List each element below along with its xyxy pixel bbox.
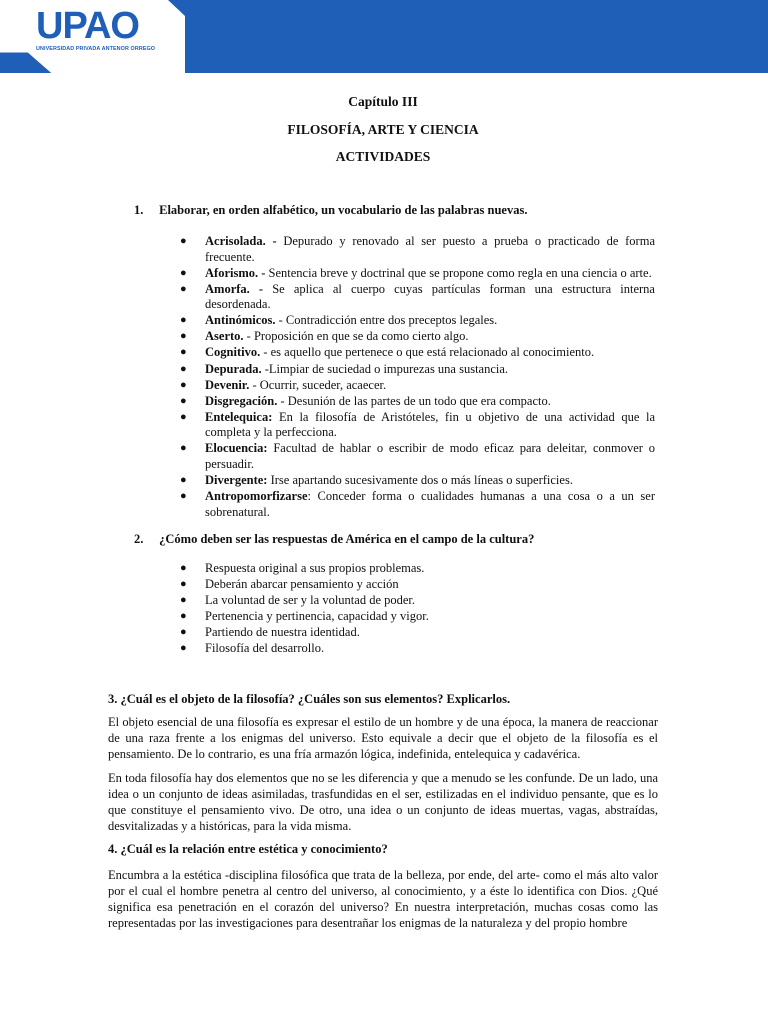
section-title: ACTIVIDADES (335, 149, 431, 164)
question-1-text: Elaborar, en orden alfabético, un vocabulario de las palabras nuevas. (159, 203, 528, 217)
bullet-icon: ● (180, 314, 187, 327)
bullet-icon: ● (180, 282, 187, 295)
bullet-icon: ● (180, 442, 187, 455)
list-item: ● Depurada. -Limpiar de suciedad o impurezas una sustancia. (180, 361, 509, 376)
list-item: ● Aserto. - Proposición en que se da como cierto algo. (180, 329, 469, 344)
list-item: ● Aforismo. - Sentencia breve y doctrinal que se propone como regla en una ciencia o arte. (180, 265, 652, 280)
bullet-icon: ● (180, 378, 187, 391)
list-item: ● Deberán abarcar pensamiento y acción (180, 577, 399, 592)
bullet-icon: ● (180, 266, 187, 279)
bullet-icon: ● (180, 410, 187, 423)
vocabulary-list (180, 234, 655, 521)
list-item: ● Acrisolada. - Depurado y renovado al ser puesto a prueba o practicado de forma frecuente. (180, 234, 655, 264)
question-4-paragraph-1: Encumbra a la estética -disciplina filosófica que trata de la belleza, por ende, del arte- como el más alto valor por el cual el hombre penetra al centro del universo, al conocimiento, y a éste lo identifica con Dios. ¿Qué significa esa penetración en el corazón del universo? En nuestra interpretación, muchas cosas como las representadas por las investigaciones para desentrañar los enigmas de la naturaleza y del propio hombre (108, 868, 658, 930)
question-1-number: 1. (134, 203, 144, 217)
list-item: ● Entelequica: En la filosofía de Aristóteles, fin u objetivo de una actividad que la completa y la perfecciona. (180, 409, 655, 440)
bullet-icon: ● (180, 578, 187, 591)
bullet-icon: ● (180, 394, 187, 407)
list-item: ● Filosofía del desarrollo. (180, 641, 325, 656)
question-2-number: 2. (134, 532, 144, 546)
list-item: ● Antropomorfizarse: Conceder forma o cualidades humanas a una cosa o a un ser sobrenatural. (180, 489, 655, 519)
question-4-heading: 4. ¿Cuál es la relación entre estética y conocimiento? (108, 842, 388, 856)
bullet-icon: ● (180, 346, 187, 359)
bullet-icon: ● (180, 562, 187, 574)
list-item: ● Pertenencia y pertinencia, capacidad y vigor. (180, 609, 429, 624)
list-item: ● Partiendo de nuestra identidad. (180, 625, 360, 640)
subject-title: FILOSOFÍA, ARTE Y CIENCIA (287, 122, 479, 137)
list-item: ● Cognitivo. - es aquello que pertenece o que está relacionado al conocimiento. (180, 345, 595, 360)
list-item: ● La voluntad de ser y la voluntad de poder. (180, 593, 416, 608)
list-item: ● Elocuencia: Facultad de hablar o escribir de modo eficaz para deleitar, conmover o persuadir. (180, 441, 655, 471)
list-item: ● Antinómicos. - Contradicción entre dos preceptos legales. (180, 313, 498, 328)
bullet-icon: ● (180, 362, 187, 375)
question-3-paragraph-1: El objeto esencial de una filosofía es expresar el estilo de un hombre y de una época, la manera de reaccionar de una raza frente a los enigmas del universo. Esto equivale a decir que el objeto de la filosofía es el pensamiento. De lo contrario, es una fría armazón lógica, indefinida, entelequica y cadavérica. (108, 715, 658, 761)
list-item: ● Disgregación. - Desunión de las partes de un todo que era compacto. (180, 393, 551, 408)
chapter-title: Capítulo III (348, 94, 418, 109)
bullet-icon: ● (180, 330, 187, 343)
logo-panel (0, 0, 195, 73)
bullet-icon: ● (180, 235, 187, 247)
question-2-text: ¿Cómo deben ser las respuestas de América en el campo de la cultura? (159, 532, 535, 546)
bullet-icon: ● (180, 642, 187, 655)
bullet-icon: ● (180, 490, 187, 503)
question-2 (134, 531, 534, 547)
header-bar (0, 0, 768, 73)
list-item: ● Amorfa. - Se aplica al cuerpo cuyas partículas forman una estructura interna desordenada. (180, 281, 655, 312)
list-item: ● Divergente: Irse apartando sucesivamente dos o más líneas o superficies. (180, 473, 573, 488)
bullet-icon: ● (180, 610, 187, 623)
answer-list (180, 561, 655, 658)
list-item: ● Devenir. - Ocurrir, suceder, acaecer. (180, 377, 387, 392)
bullet-icon: ● (180, 594, 187, 607)
upao-logo: UPAO (36, 5, 139, 47)
list-item: ● Respuesta original a sus propios problemas. (180, 561, 425, 575)
question-1 (134, 202, 527, 218)
question-3-paragraph-2: En toda filosofía hay dos elementos que no se les diferencia y que a menudo se les confunde. De un lado, una idea o un conjunto de ideas asimiladas, trasfundidas en el ser, estilizadas en el individuo pensante, que es lo que constituye el pensamiento vivo. De otro, una idea o un conjunto de ideas muertas, vagas, abstraídas, desvitalizadas y a históricas, para la vida misma. (108, 771, 658, 833)
question-3-heading: 3. ¿Cuál es el objeto de la filosofía? ¿Cuáles son sus elementos? Explicarlos. (108, 692, 511, 706)
bullet-icon: ● (180, 626, 187, 639)
upao-logo-subtitle: UNIVERSIDAD PRIVADA ANTENOR ORREGO (36, 46, 156, 52)
bullet-icon: ● (180, 474, 187, 487)
